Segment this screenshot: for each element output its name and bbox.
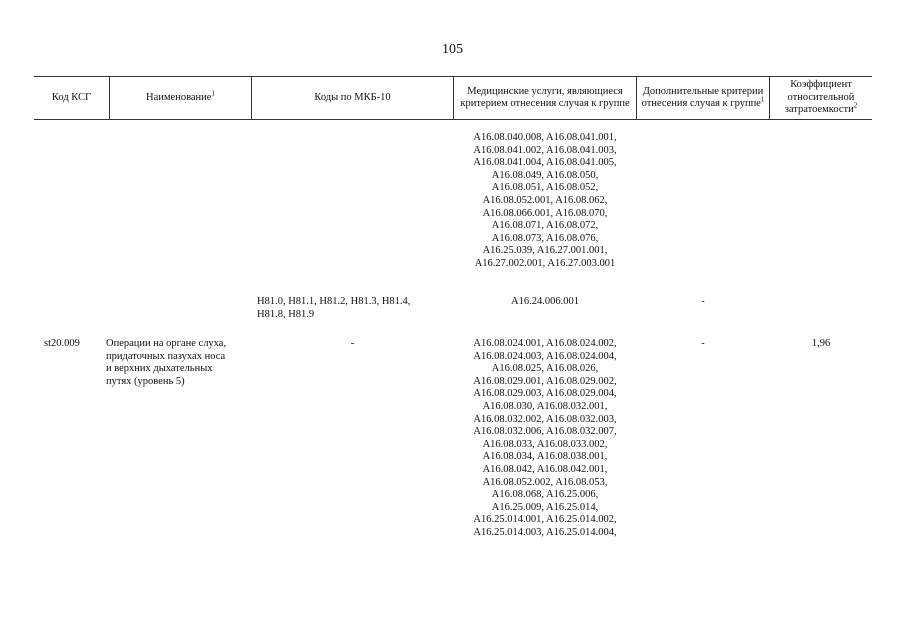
row-h81-services: A16.24.006.001 bbox=[511, 296, 579, 307]
row-st20009-code: st20.009 bbox=[44, 338, 80, 349]
footnote-marker: 2 bbox=[853, 101, 858, 110]
header-name bbox=[110, 77, 251, 119]
header-extra bbox=[637, 77, 769, 119]
header-mkb-text: Коды по МКБ-10 bbox=[314, 91, 391, 103]
table-header bbox=[34, 76, 872, 120]
header-coef-text: Коэффициент относительной затратоемкости bbox=[784, 79, 855, 116]
row-st20009-extra: - bbox=[701, 338, 705, 349]
page-number: 105 bbox=[442, 42, 463, 57]
header-coef bbox=[770, 77, 872, 119]
footnote-marker: 1 bbox=[211, 89, 215, 98]
row-h81-mkb: H81.0, H81.1, H81.2, H81.3, H81.4, H81.8, H81.9 bbox=[257, 296, 411, 320]
header-code bbox=[34, 77, 109, 119]
header-services-text: Медицинские услуги, являющиеся критерием отнесения случая к группе bbox=[460, 85, 630, 109]
header-mkb bbox=[252, 77, 453, 119]
row-continuation-services: A16.08.040.008, A16.08.041.001, A16.08.041.002, A16.08.041.003, A16.08.041.004, A16.08.041.005, A16.08.049, A16.08.050, A16.08.051, A16.08.052, A16.08.052.001, A16.08.062, A16.08.066.001, A16.08.070, A16.08.071, A16.08.072, A16.08.073, A16.08.076, A16.25.039, A16.27.001.001, A16.27.002.001, A16.27.003.001 bbox=[473, 132, 617, 269]
header-code-text: Код КСГ bbox=[51, 91, 92, 103]
footnote-marker: 1 bbox=[760, 95, 765, 104]
header-extra-text: Дополнительные критерии отнесения случая к группе bbox=[641, 85, 764, 109]
row-st20009-mkb: - bbox=[350, 338, 355, 349]
header-name-text: Наименование bbox=[146, 91, 212, 103]
row-st20009-coef: 1,96 bbox=[811, 338, 831, 349]
header-services bbox=[454, 77, 636, 119]
row-st20009-name: Операции на органе слуха, придаточных пазухах носа и верхних дыхательных путях (уровень 5) bbox=[106, 338, 227, 387]
row-st20009-services: A16.08.024.001, A16.08.024.002, A16.08.024.003, A16.08.024.004, A16.08.025, A16.08.026, A16.08.029.001, A16.08.029.002, A16.08.029.003, A16.08.029.004, A16.08.030, A16.08.032.001, A16.08.032.002, A16.08.032.003, A16.08.032.006, A16.08.032.007, A16.08.033, A16.08.033.002, A16.08.034, A16.08.038.001, A16.08.042, A16.08.042.001, A16.08.052.002, A16.08.053, A16.08.068, A16.25.006, A16.25.009, A16.25.014, A16.25.014.001, A16.25.014.002, A16.25.014.003, A16.25.014.004, bbox=[473, 338, 617, 538]
row-h81-extra: - bbox=[701, 296, 705, 307]
